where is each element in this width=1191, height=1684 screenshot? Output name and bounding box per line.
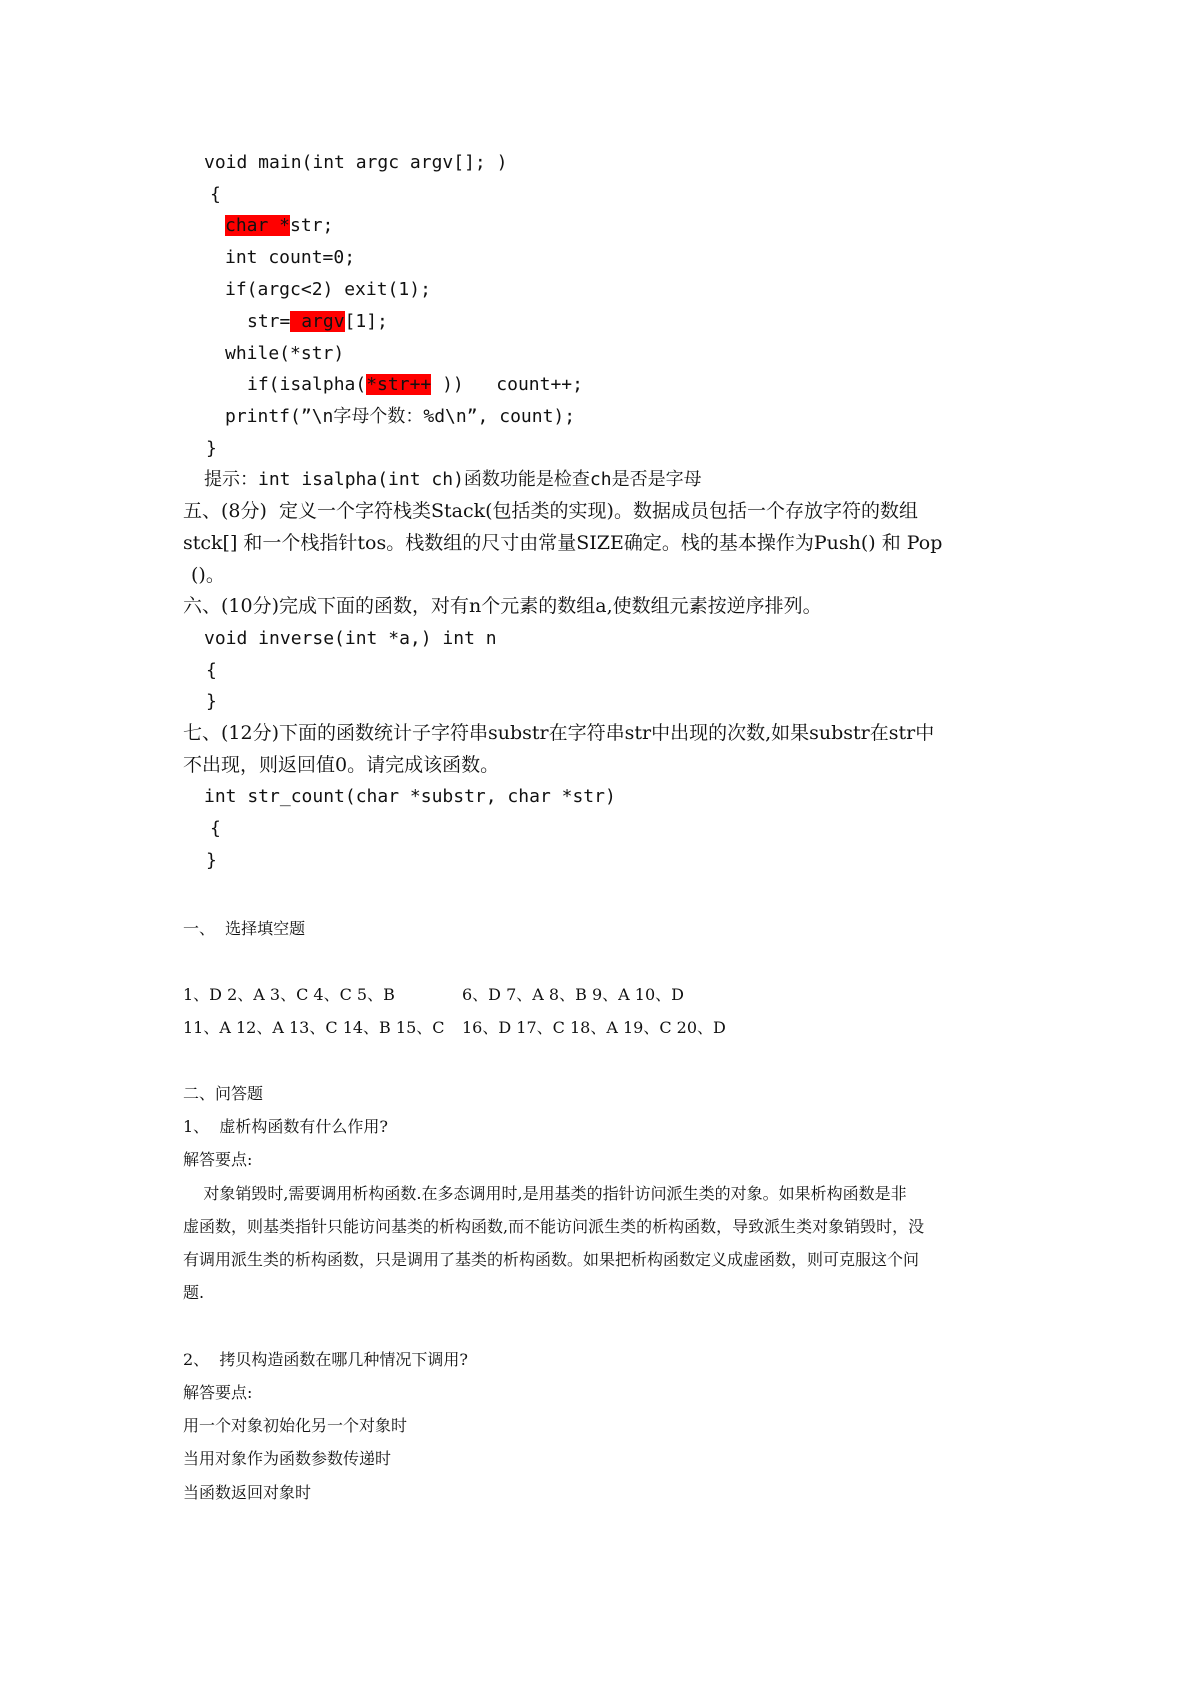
q1-paragraph-line3: 有调用派生类的析构函数，只是调用了基类的析构函数。如果把析构函数定义成虚函数，则可克服这个问 xyxy=(183,1250,920,1269)
q6-signature: void inverse(int *a,) int n xyxy=(204,628,497,649)
while-line: while(*str) xyxy=(225,343,345,364)
main-signature: void main(int argc argv[]; ) xyxy=(204,152,508,173)
char-declaration: char *str; xyxy=(225,215,334,236)
q1-paragraph-line2: 虚函数，则基类指针只能访问基类的析构函数,而不能访问派生类的析构函数，导致派生类对象销毁时，没 xyxy=(183,1217,925,1236)
q2-answer1: 用一个对象初始化另一个对象时 xyxy=(183,1416,408,1435)
q7-open-brace: { xyxy=(210,818,221,839)
if-isalpha-line: if(isalpha(*str++ )) count++; xyxy=(247,374,583,395)
q6-close-brace: } xyxy=(206,691,217,712)
q1-paragraph-line4: 题. xyxy=(183,1283,205,1302)
q7-signature: int str_count(char *substr, char *str) xyxy=(204,786,616,807)
q7-line2: 不出现，则返回值0。请完成该函数。 xyxy=(183,754,500,776)
q1-title: 1、 虚析构函数有什么作用? xyxy=(183,1117,388,1136)
q5-line1: 五、(8分) 定义一个字符栈类Stack(包括类的实现)。数据成员包括一个存放字符的数组 xyxy=(183,500,918,522)
answers-row1-right: 6、D 7、A 8、B 9、A 10、D xyxy=(462,985,684,1004)
printf-line: printf(”\n字母个数：%d\n”, count); xyxy=(225,406,576,427)
close-brace: } xyxy=(206,438,217,459)
q2-title: 2、 拷贝构造函数在哪几种情况下调用? xyxy=(183,1350,468,1369)
q6-open-brace: { xyxy=(206,660,217,681)
q1-paragraph-line1: 对象销毁时,需要调用析构函数.在多态调用时,是用基类的指针访问派生类的对象。如果析构函数是非 xyxy=(183,1184,907,1203)
q7-line1: 七、(12分)下面的函数统计子字符串substr在字符串str中出现的次数,如果substr在str中 xyxy=(183,722,935,744)
section1-title: 一、 选择填空题 xyxy=(183,919,306,938)
count-declaration: int count=0; xyxy=(225,247,356,268)
q5-line3: ()。 xyxy=(191,564,225,586)
answers-row2-left: 11、A 12、A 13、C 14、B 15、C xyxy=(183,1018,445,1037)
highlight-argv: argv xyxy=(290,311,345,332)
answers-row2-right: 16、D 17、C 18、A 19、C 20、D xyxy=(462,1018,726,1037)
hint-line: 提示：int isalpha(int ch)函数功能是检查ch是否是字母 xyxy=(204,469,702,490)
q6-title: 六、(10分)完成下面的函数，对有n个元素的数组a,使数组元素按逆序排列。 xyxy=(183,595,822,617)
highlight-str-increment: *str++ xyxy=(366,374,432,395)
str-assign-line: str= argv[1]; xyxy=(247,311,388,332)
q1-label: 解答要点: xyxy=(183,1150,253,1169)
q7-close-brace: } xyxy=(206,850,217,871)
answers-row1-left: 1、D 2、A 3、C 4、C 5、B xyxy=(183,985,395,1004)
open-brace: { xyxy=(210,184,221,205)
if-argc-line: if(argc<2) exit(1); xyxy=(225,279,431,300)
q5-line2: stck[] 和一个栈指针tos。栈数组的尺寸由常量SIZE确定。栈的基本操作为Push() 和 Pop xyxy=(183,532,943,554)
highlight-char: char * xyxy=(225,215,291,236)
q2-label: 解答要点: xyxy=(183,1383,253,1402)
q2-answer2: 当用对象作为函数参数传递时 xyxy=(183,1449,392,1468)
q2-answer3: 当函数返回对象时 xyxy=(183,1483,312,1502)
section2-title: 二、问答题 xyxy=(183,1084,264,1103)
